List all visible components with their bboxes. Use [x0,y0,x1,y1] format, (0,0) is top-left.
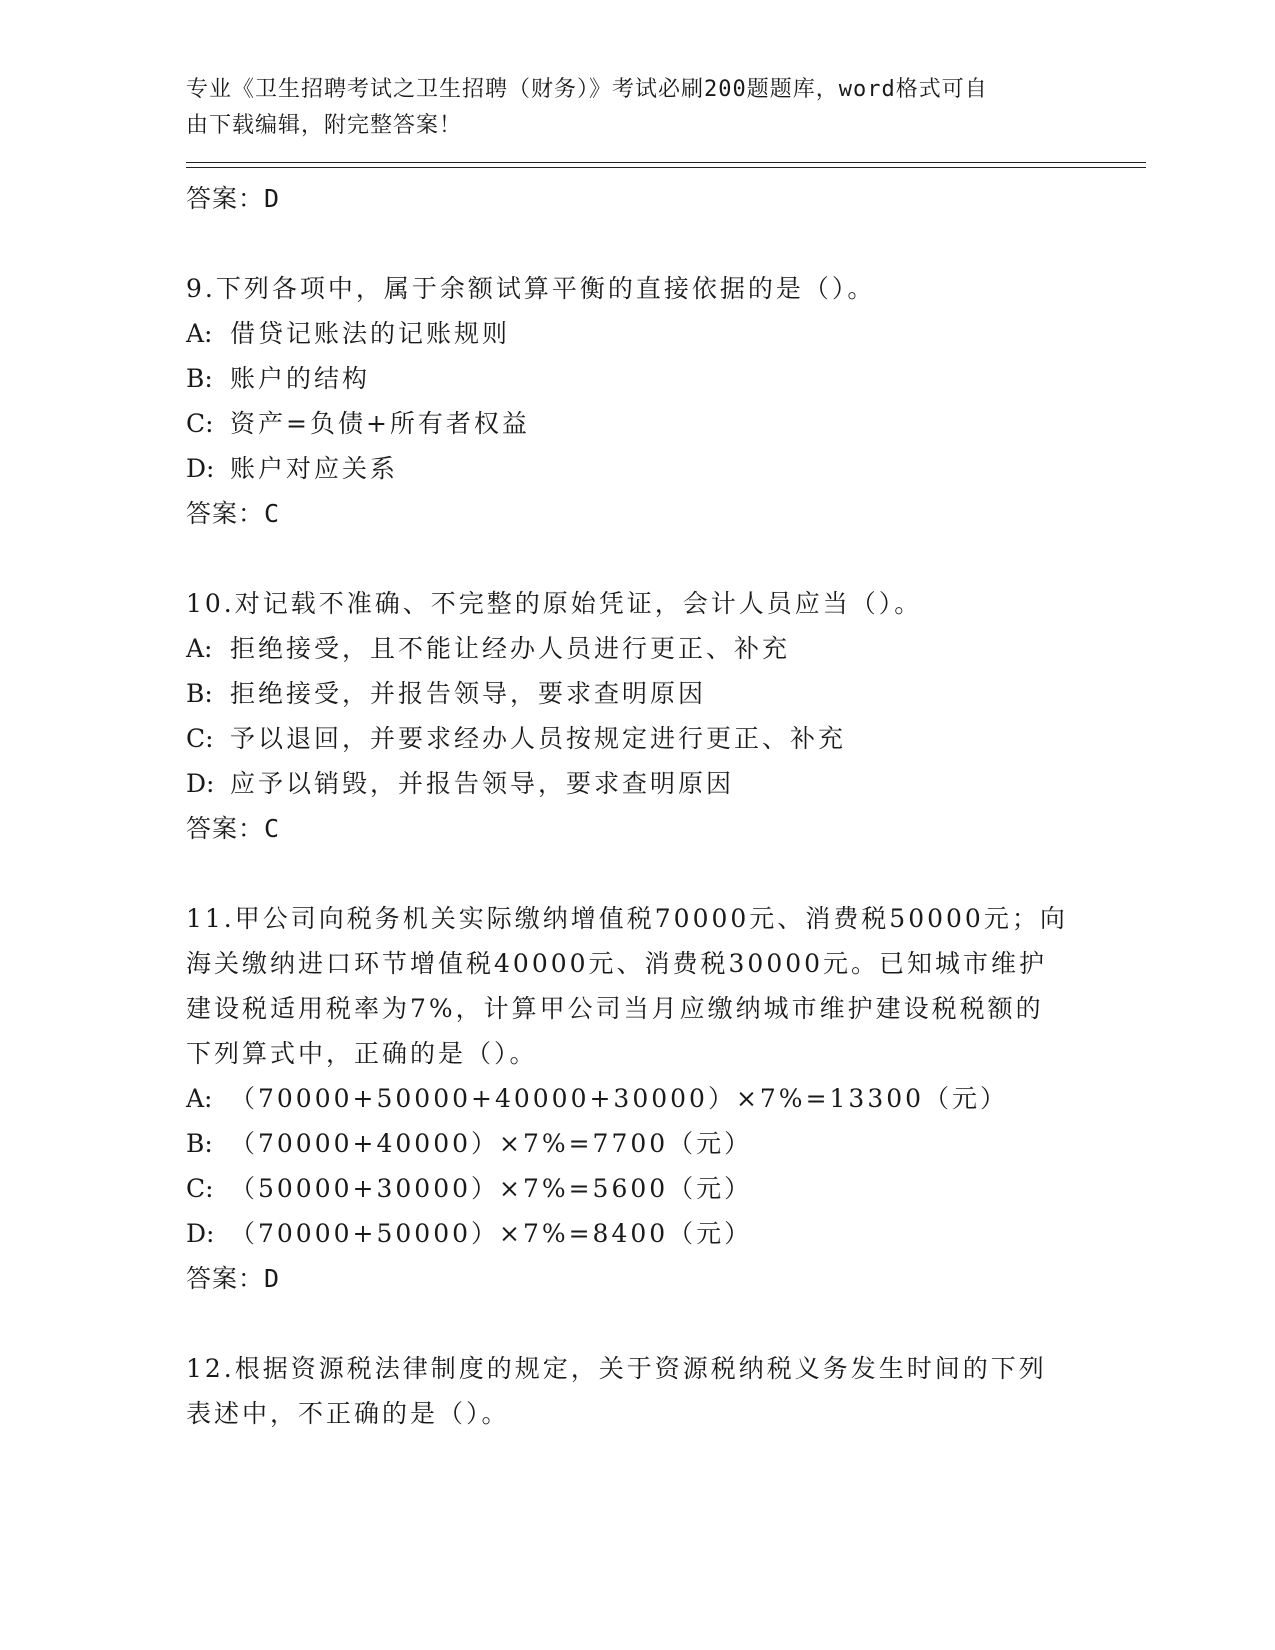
option-b [186,671,1146,716]
option-key: B: [186,364,213,393]
option-text: 应予以销毁，并报告领导，要求查明原因 [230,769,735,798]
option-key: D: [186,454,215,483]
option-key: D: [186,769,215,798]
option-text: 拒绝接受，且不能让经办人员进行更正、补充 [230,634,791,663]
question-stem: 9.下列各项中，属于余额试算平衡的直接依据的是（）。 [186,274,876,303]
header-double-rule [186,162,1146,168]
question-stem: 海关缴纳进口环节增值税40000元、消费税30000元。已知城市维护 [186,949,1048,978]
option-key: B: [186,679,213,708]
option-key: C: [186,724,214,753]
question-stem: 下列算式中，正确的是（）。 [186,1039,538,1068]
option-d [186,446,1146,491]
spacer [186,536,1146,581]
option-text: 拒绝接受，并报告领导，要求查明原因 [230,679,707,708]
spacer [186,1301,1146,1346]
question-block [186,896,1146,1301]
question-block [186,266,1146,536]
question-stem: 12.根据资源税法律制度的规定，关于资源税纳税义务发生时间的下列 [186,1354,1047,1383]
option-key: B: [186,1129,213,1158]
option-key: D: [186,1219,215,1248]
option-a [186,1076,1146,1121]
option-key: A: [186,634,213,663]
option-text: 借贷记账法的记账规则 [230,319,511,348]
option-a [186,311,1146,356]
answer-label: 答案：C [186,814,281,843]
document-page [186,72,1146,1436]
option-key: A: [186,1084,213,1113]
option-text: 资产=负债+所有者权益 [230,409,530,438]
header-line: 由下载编辑，附完整答案！ [186,113,463,138]
option-text: （70000+50000+40000+30000）×7%=13300（元） [230,1084,1009,1113]
question-block [186,1346,1146,1436]
answer-label: 答案：D [186,184,281,213]
option-b [186,356,1146,401]
option-a [186,626,1146,671]
question-block [186,581,1146,851]
document-header [186,72,1066,144]
option-key: A: [186,319,213,348]
spacer [186,851,1146,896]
option-text: 账户对应关系 [230,454,399,483]
option-text: （70000+40000）×7%=7700（元） [230,1129,753,1158]
option-d [186,1211,1146,1256]
option-key: C: [186,1174,214,1203]
question-stem: 10.对记载不准确、不完整的原始凭证，会计人员应当（）。 [186,589,923,618]
option-text: 予以退回，并要求经办人员按规定进行更正、补充 [230,724,847,753]
option-text: （70000+50000）×7%=8400（元） [230,1219,753,1248]
option-c [186,716,1146,761]
question-stem: 建设税适用税率为7%，计算甲公司当月应缴纳城市维护建设税税额的 [186,994,1044,1023]
spacer [186,221,1146,266]
option-c [186,401,1146,446]
answer-label: 答案：C [186,499,281,528]
question-stem: 表述中，不正确的是（）。 [186,1399,510,1428]
option-b [186,1121,1146,1166]
option-text: （50000+30000）×7%=5600（元） [230,1174,753,1203]
option-text: 账户的结构 [230,364,371,393]
answer-label: 答案：D [186,1264,281,1293]
option-key: C: [186,409,214,438]
option-c [186,1166,1146,1211]
question-stem: 11.甲公司向税务机关实际缴纳增值税70000元、消费税50000元；向 [186,904,1068,933]
header-line: 专业《卫生招聘考试之卫生招聘（财务）》考试必刷200题题库，word格式可自 [186,77,988,102]
option-d [186,761,1146,806]
